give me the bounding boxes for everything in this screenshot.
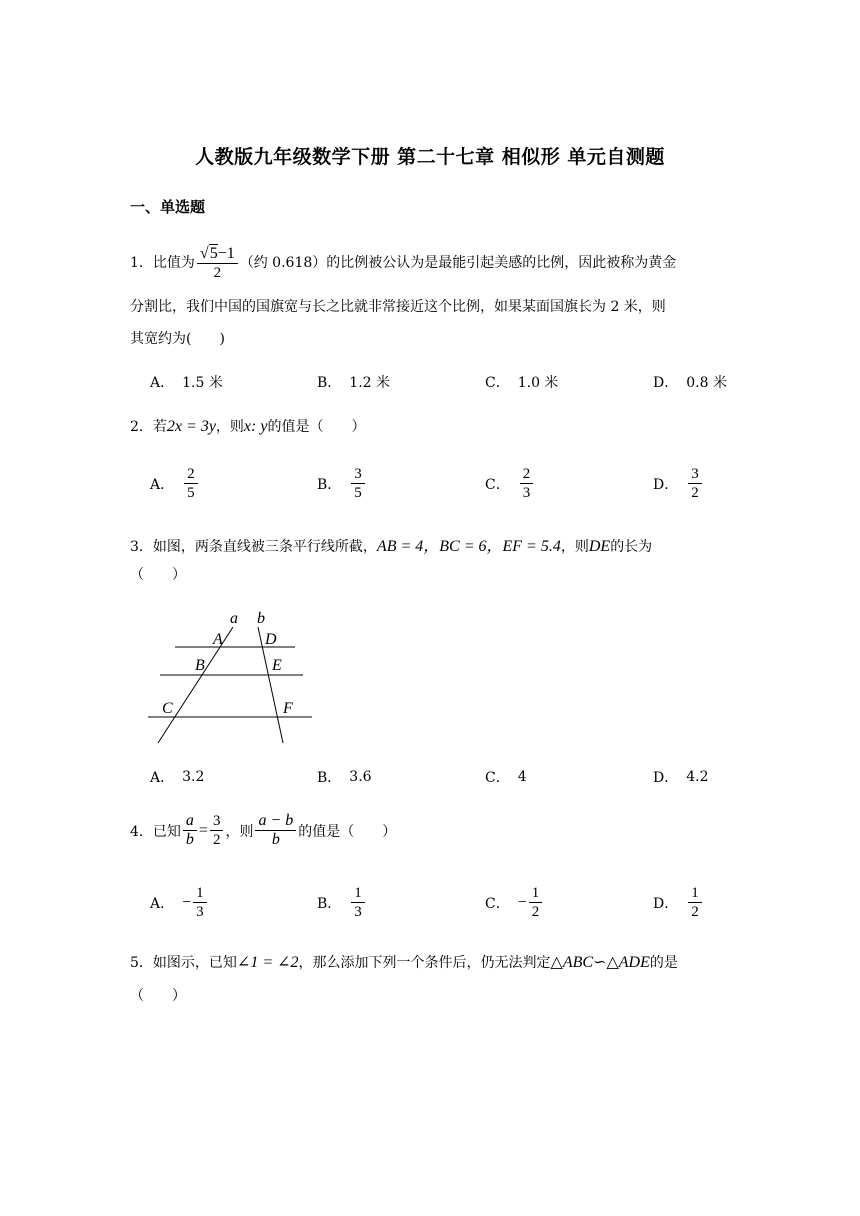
q5-line2: （ ）	[130, 988, 186, 1004]
q1-line2: 分割比，我们中国的国旗宽与长之比就非常接近这个比例，如果某面国旗长为 2 米，则	[130, 299, 666, 315]
q2-option-a[interactable]: A． $\frac{2}{5}$	[150, 465, 200, 502]
q3-option-d[interactable]: D． 4.2	[653, 769, 709, 786]
q2-option-c[interactable]: C． $\frac{2}{3}$	[485, 465, 535, 502]
page-title: 人教版九年级数学下册 第二十七章 相似形 单元自测题	[195, 146, 665, 168]
q4-fraction-a-over-b: $\frac{a}{b}$	[183, 812, 197, 849]
q1-option-d[interactable]: D． 0.8 米	[653, 375, 727, 391]
q3-given: AB = 4，BC = 6，EF = 5.4	[376, 538, 561, 555]
q4-option-a[interactable]: A． − $\frac{1}{3}$	[150, 884, 209, 921]
q5-number: 5．	[130, 955, 153, 971]
label-A: A	[213, 631, 223, 648]
q2-line1: 2．若2x = 3y，则x: y的值是（ ）	[130, 418, 366, 435]
q1-line1	[130, 244, 676, 282]
q3-line1: 3．如图，两条直线被三条平行线所截，AB = 4，BC = 6，EF = 5.4，则DE的长为	[130, 538, 653, 555]
q2-equation: 2x = 3y	[166, 418, 216, 435]
q3-line2: （ ）	[130, 567, 186, 583]
q1-prefix: 比值为	[152, 255, 195, 271]
q2-number: 2．	[130, 419, 153, 435]
q1-option-a[interactable]: A． 1.5 米	[150, 375, 223, 391]
q3-option-b[interactable]: B． 3.6	[317, 769, 372, 786]
q5-condition: ∠1 = ∠2	[236, 954, 299, 971]
q1-option-b[interactable]: B． 1.2 米	[317, 375, 391, 391]
q3-target: DE	[588, 538, 611, 555]
q2-option-b[interactable]: B． $\frac{3}{5}$	[317, 465, 367, 502]
q4-fraction-a-minus-b-over-b: $\frac{a - b}{b}$	[255, 812, 296, 849]
q4-option-d[interactable]: D． $\frac{1}{2}$	[653, 884, 704, 921]
label-a: a	[230, 610, 238, 627]
q3-option-a[interactable]: A． 3.2	[150, 769, 205, 786]
q1-line3: 其宽约为( )	[130, 331, 225, 347]
section-heading: 一、单选题	[130, 198, 206, 216]
label-B: B	[195, 657, 205, 674]
q1-line1-rest: （约 0.618）的比例被公认为是最能引起美感的比例，因此被称为黄金	[239, 255, 677, 271]
q4-number: 4．	[130, 823, 153, 840]
q3-option-c[interactable]: C． 4	[485, 769, 527, 786]
label-b: b	[257, 610, 265, 627]
label-F: F	[283, 700, 293, 717]
label-D: D	[265, 631, 277, 648]
q4-option-c[interactable]: C． − $\frac{1}{2}$	[485, 884, 544, 921]
q3-parallel-lines-figure	[140, 605, 330, 750]
q2-option-d[interactable]: D． $\frac{3}{2}$	[653, 465, 704, 502]
q4-line1: 4． 已知 $\frac{a}{b}$ = $\frac{3}{2}$ ，则 $\frac{a - b}{b}$ 的值是（ ）	[130, 812, 397, 848]
q1-number: 1．	[130, 255, 153, 271]
q1-golden-ratio-fraction: $\frac{√5-1}{2}$	[197, 244, 238, 282]
label-C: C	[162, 700, 173, 717]
q3-number: 3．	[130, 539, 153, 555]
label-E: E	[272, 657, 282, 674]
q2-ratio: x: y	[243, 418, 268, 435]
q1-option-c[interactable]: C． 1.0 米	[485, 375, 559, 391]
q5-similarity: △ABC∽△ADE	[550, 954, 650, 971]
q4-option-b[interactable]: B． $\frac{1}{3}$	[317, 884, 367, 921]
q4-fraction-3-over-2: $\frac{3}{2}$	[210, 812, 224, 849]
q5-line1: 5．如图示，已知∠1 = ∠2，那么添加下列一个条件后，仍无法判定△ABC∽△ADE的是	[130, 954, 678, 971]
